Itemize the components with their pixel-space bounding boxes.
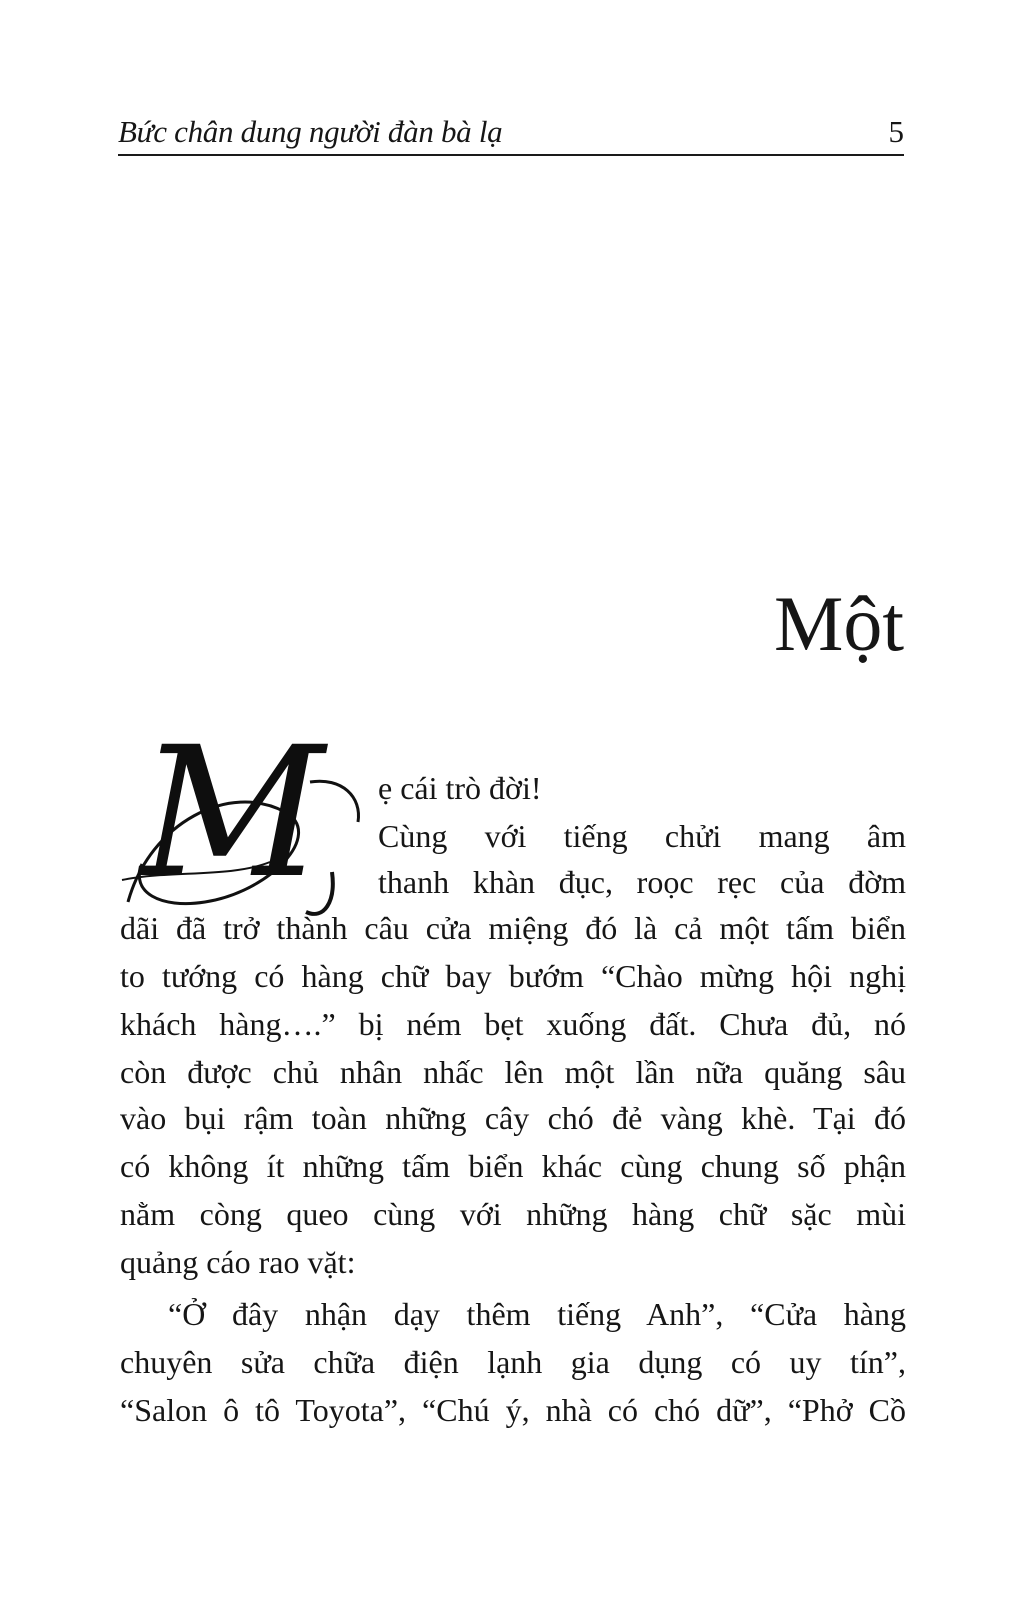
body-line: thanh khàn đục, roọc rẹc của đờm — [378, 864, 906, 900]
chapter-title: Một — [773, 580, 904, 667]
body-line: “Ở đây nhận dạy thêm tiếng Anh”, “Cửa hàng — [168, 1296, 906, 1332]
body-line: khách hàng….” bị ném bẹt xuống đất. Chưa đủ, nó — [120, 1006, 906, 1042]
body-line: to tướng có hàng chữ bay bướm “Chào mừng hội nghị — [120, 958, 906, 994]
drop-cap-letter: M — [140, 709, 325, 918]
body-line: chuyên sửa chữa điện lạnh gia dụng có uy tín”, — [120, 1344, 906, 1380]
body-line: ẹ cái trò đời! — [378, 770, 542, 806]
running-header-title: Bức chân dung người đàn bà lạ — [118, 114, 503, 149]
body-line: vào bụi rậm toàn những cây chó đẻ vàng khè. Tại đó — [120, 1100, 906, 1136]
body-line: nằm còng queo cùng với những hàng chữ sặc mùi — [120, 1196, 906, 1232]
body-line: dãi đã trở thành câu cửa miệng đó là cả một tấm biển — [120, 910, 906, 946]
running-header — [118, 108, 904, 156]
body-line: “Salon ô tô Toyota”, “Chú ý, nhà có chó dữ”, “Phở Cồ — [120, 1392, 906, 1428]
body-line: quảng cáo rao vặt: — [120, 1244, 356, 1280]
body-line: Cùng với tiếng chửi mang âm — [378, 818, 906, 854]
body-line: có không ít những tấm biển khác cùng chung số phận — [120, 1148, 906, 1184]
page-number: 5 — [888, 114, 904, 149]
drop-cap — [110, 709, 370, 924]
body-line: còn được chủ nhân nhấc lên một lần nữa quăng sâu — [120, 1054, 906, 1090]
